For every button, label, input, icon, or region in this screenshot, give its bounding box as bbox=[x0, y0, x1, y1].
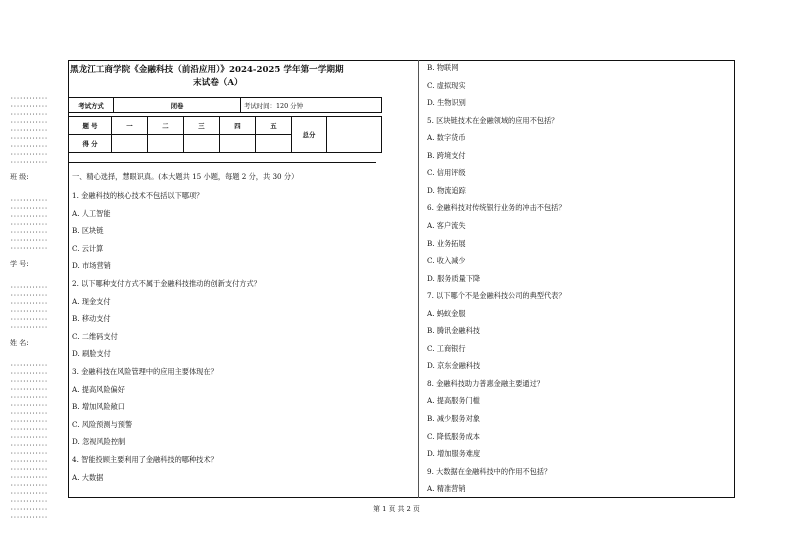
right-question-line-20: A. 提高服务门槛 bbox=[427, 396, 480, 406]
left-question-line-6: 2. 以下哪种支付方式不属于金融科技推动的创新支付方式？ bbox=[72, 279, 261, 288]
exam-form-label: 考试方式 bbox=[69, 98, 114, 113]
score-table bbox=[68, 116, 382, 153]
right-question-line-1: B. 物联网 bbox=[427, 63, 459, 72]
left-question-line-14: C. 风险预测与预警 bbox=[72, 419, 133, 429]
right-question-line-19: 8. 金融科技助力普惠金融主要通过？ bbox=[427, 378, 544, 388]
binding-dots-block-4: ············ ············ ············ ············ ············ ············ ············ ············ ············ ············ ············ ············ ············ ············ ············ ············ ············ ············ ············ ············ bbox=[10, 362, 48, 521]
score-cell-4[interactable] bbox=[220, 135, 256, 153]
left-question-line-15: D. 忽视风险控制 bbox=[72, 437, 126, 447]
right-question-line-21: B. 减少服务对象 bbox=[427, 414, 480, 423]
score-header-2: 二 bbox=[148, 117, 184, 135]
left-question-line-7: A. 现金支付 bbox=[72, 296, 111, 306]
right-question-line-24: 9. 大数据在金融科技中的作用不包括？ bbox=[427, 466, 552, 476]
right-question-line-13: D. 服务质量下降 bbox=[427, 273, 481, 283]
right-question-line-10: A. 客户流失 bbox=[427, 220, 466, 230]
score-header-4: 四 bbox=[220, 117, 256, 135]
right-question-line-9: 6. 金融科技对传统银行业务的冲击不包括？ bbox=[427, 203, 566, 213]
right-question-line-6: B. 跨境支付 bbox=[427, 150, 466, 160]
page-footer: 第 1 页 共 2 页 bbox=[373, 505, 420, 513]
left-question-line-9: C. 二维码支付 bbox=[72, 331, 118, 341]
score-cell-1[interactable] bbox=[112, 135, 148, 153]
left-question-line-11: 3. 金融科技在风险管理中的应用主要体现在？ bbox=[72, 367, 218, 376]
binding-dots-block-3: ············ ············ ············ ············ ············ ············ bbox=[10, 284, 48, 331]
score-total-cell[interactable] bbox=[327, 117, 382, 153]
exam-info-table bbox=[68, 97, 382, 113]
right-question-line-14: 7. 以下哪个不是金融科技公司的典型代表？ bbox=[427, 291, 566, 301]
left-question-line-3: B. 区块链 bbox=[72, 226, 104, 236]
right-question-line-22: C. 降低服务成本 bbox=[427, 431, 480, 441]
left-question-line-4: C. 云计算 bbox=[72, 243, 104, 253]
left-question-line-12: A. 提高风险偏好 bbox=[72, 384, 125, 394]
right-question-line-5: A. 数字货币 bbox=[427, 133, 466, 143]
score-total-label: 总分 bbox=[292, 117, 327, 153]
right-question-line-17: C. 工商银行 bbox=[427, 343, 466, 353]
left-question-line-17: A. 大数据 bbox=[72, 472, 104, 482]
left-question-line-1: 1. 金融科技的核心技术不包括以下哪项？ bbox=[72, 191, 204, 200]
right-question-line-11: B. 业务拓展 bbox=[427, 238, 466, 248]
right-question-line-16: B. 腾讯金融科技 bbox=[427, 326, 480, 336]
right-question-line-3: D. 生物识别 bbox=[427, 98, 466, 108]
right-question-line-8: D. 物流追踪 bbox=[427, 185, 466, 195]
student-id-label: 学 号: bbox=[10, 260, 29, 268]
score-header-3: 三 bbox=[184, 117, 220, 135]
score-cell-3[interactable] bbox=[184, 135, 220, 153]
class-label: 班 级: bbox=[10, 173, 29, 181]
exam-time: 考试时间：120 分钟 bbox=[241, 98, 382, 113]
score-row-label: 得 分 bbox=[69, 135, 112, 153]
exam-title-line-1: 黑龙江工商学院《金融科技（前沿应用）》2024-2025 学年第一学期期 bbox=[70, 65, 344, 75]
section-heading: 一、精心选择，慧眼识真。(本大题共 15 小题，每题 2 分，共 30 分） bbox=[72, 172, 299, 181]
right-question-line-7: C. 信用评级 bbox=[427, 168, 466, 178]
section-rule bbox=[68, 162, 376, 163]
binding-dots-block-1: ············ ············ ············ ············ ············ ············ ············ ············ ············ bbox=[10, 95, 48, 166]
score-header-1: 一 bbox=[112, 117, 148, 135]
exam-title-line-2: 末试卷（A） bbox=[193, 78, 243, 88]
name-label: 姓 名: bbox=[10, 339, 29, 347]
score-header-label: 题 号 bbox=[69, 117, 112, 135]
right-question-line-25: A. 精准营销 bbox=[427, 484, 466, 494]
left-question-line-2: A. 人工智能 bbox=[72, 208, 111, 218]
column-divider bbox=[418, 60, 419, 498]
right-question-line-4: 5. 区块链技术在金融领域的应用不包括？ bbox=[427, 115, 559, 125]
score-cell-2[interactable] bbox=[148, 135, 184, 153]
score-header-5: 五 bbox=[256, 117, 292, 135]
right-question-line-18: D. 京东金融科技 bbox=[427, 361, 481, 371]
exam-form-value: 闭卷 bbox=[114, 98, 241, 113]
left-question-line-5: D. 市场营销 bbox=[72, 261, 111, 271]
left-question-line-8: B. 移动支付 bbox=[72, 314, 111, 324]
right-question-line-23: D. 增加服务难度 bbox=[427, 449, 481, 459]
binding-dots-block-2: ············ ············ ············ ············ ············ ············ ············ bbox=[10, 197, 48, 252]
right-question-line-2: C. 虚拟现实 bbox=[427, 80, 466, 90]
left-question-line-16: 4. 智能投顾主要利用了金融科技的哪种技术？ bbox=[72, 455, 218, 464]
left-question-line-13: B. 增加风险敞口 bbox=[72, 402, 125, 412]
right-question-line-15: A. 蚂蚁金服 bbox=[427, 308, 466, 318]
score-cell-5[interactable] bbox=[256, 135, 292, 153]
right-question-line-12: C. 收入减少 bbox=[427, 256, 466, 266]
left-question-line-10: D. 刷脸支付 bbox=[72, 349, 111, 359]
